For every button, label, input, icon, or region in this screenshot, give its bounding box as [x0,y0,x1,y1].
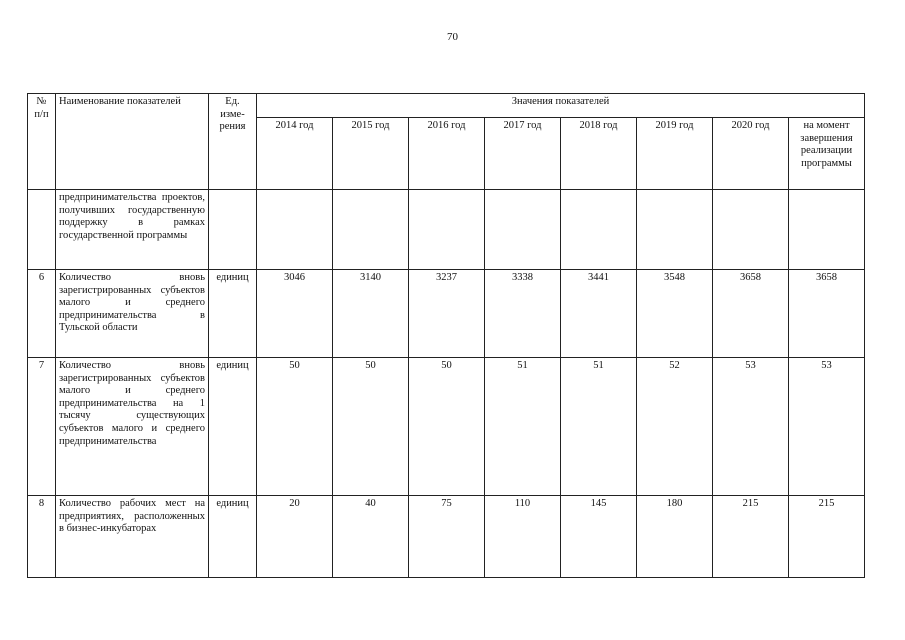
continuation-num-cell [28,190,56,270]
table-row [28,358,865,496]
row-value-2016: 50 [409,358,485,496]
page-number: 70 [447,31,458,43]
row-value-2018: 51 [561,358,637,496]
continuation-value-cell [257,190,333,270]
continuation-value-cell [713,190,789,270]
row-value-final: 215 [789,496,865,578]
row-value-2019: 52 [637,358,713,496]
row-value-2020: 215 [713,496,789,578]
header-year-2017: 2017 год [485,118,561,190]
continuation-value-cell [561,190,637,270]
row-value-2014: 50 [257,358,333,496]
row-value-2017: 3338 [485,270,561,358]
header-values-group: Значения показателей [257,94,865,118]
row-value-final: 3658 [789,270,865,358]
row-value-2014: 3046 [257,270,333,358]
row-name: Количество вновь зарегистрированных субъектов малого и среднего предпринимательства на 1 тысячу существующих субъектов малого и среднего предпринимательства [56,358,209,496]
header-name: Наименование показателей [56,94,209,190]
header-year-2019: 2019 год [637,118,713,190]
header-year-2018: 2018 год [561,118,637,190]
row-value-2019: 180 [637,496,713,578]
row-number: 7 [28,358,56,496]
header-year-2014: 2014 год [257,118,333,190]
row-value-2014: 20 [257,496,333,578]
row-number: 8 [28,496,56,578]
continuation-value-cell [409,190,485,270]
table-row [28,270,865,358]
row-value-2017: 110 [485,496,561,578]
row-value-2016: 75 [409,496,485,578]
continuation-row [28,190,865,270]
row-value-2016: 3237 [409,270,485,358]
header-unit: Ед. изме-рения [209,94,257,190]
row-value-2020: 3658 [713,270,789,358]
row-value-2018: 145 [561,496,637,578]
continuation-unit-cell [209,190,257,270]
row-value-2020: 53 [713,358,789,496]
row-value-2015: 40 [333,496,409,578]
header-final: на момент завершения реализации программы [789,118,865,190]
row-name: Количество рабочих мест на предприятиях, расположенных в бизнес-инкубаторах [56,496,209,578]
table-row [28,496,865,578]
row-value-2019: 3548 [637,270,713,358]
row-value-2017: 51 [485,358,561,496]
row-unit: единиц [209,270,257,358]
header-row-top [28,94,865,118]
continuation-value-cell [789,190,865,270]
row-value-2018: 3441 [561,270,637,358]
row-value-2015: 3140 [333,270,409,358]
header-year-2020: 2020 год [713,118,789,190]
header-num: № п/п [28,94,56,190]
row-number: 6 [28,270,56,358]
continuation-value-cell [333,190,409,270]
header-year-2016: 2016 год [409,118,485,190]
continuation-name-cell: предпринимательства проектов, получивших государственную поддержку в рамках государственной программы [56,190,209,270]
row-name: Количество вновь зарегистрированных субъектов малого и среднего предпринимательства в Тульской области [56,270,209,358]
header-year-2015: 2015 год [333,118,409,190]
row-value-final: 53 [789,358,865,496]
continuation-value-cell [485,190,561,270]
row-unit: единиц [209,496,257,578]
indicators-table [27,93,865,578]
continuation-value-cell [637,190,713,270]
row-value-2015: 50 [333,358,409,496]
row-unit: единиц [209,358,257,496]
